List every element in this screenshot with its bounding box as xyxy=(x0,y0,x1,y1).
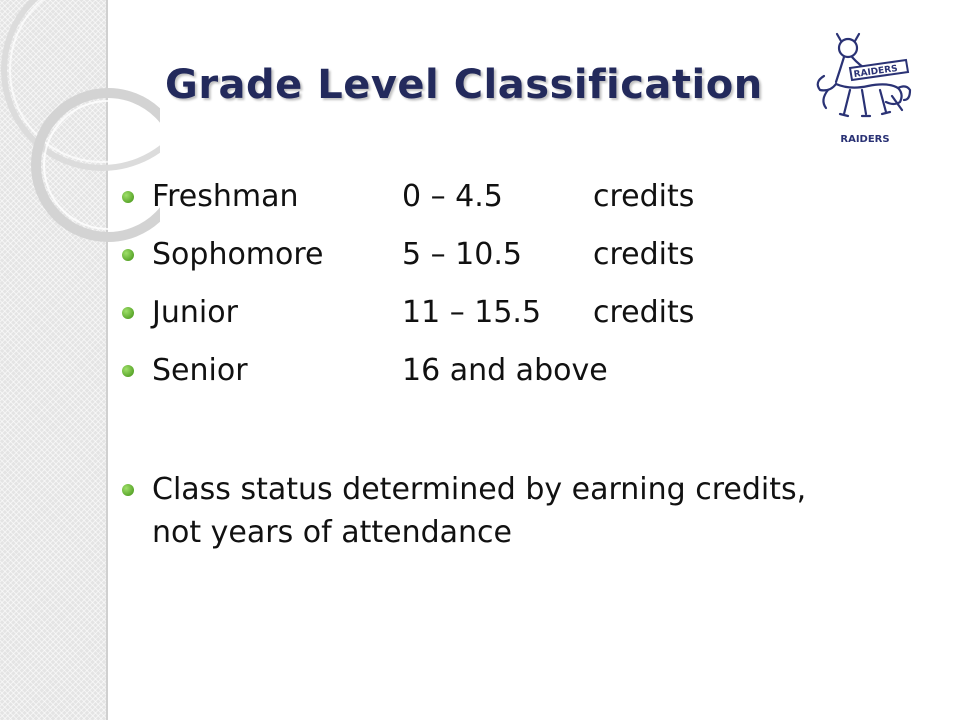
raiders-logo xyxy=(810,30,920,150)
decorative-ring-large xyxy=(4,0,160,168)
class-status-note-text: Class status determined by earning credits, not years of attendance xyxy=(152,472,807,550)
grade-level: Junior xyxy=(152,295,238,330)
bullet-icon xyxy=(122,307,134,319)
decorative-rings xyxy=(0,0,160,260)
credit-range: 16 and above xyxy=(402,353,608,388)
class-status-note xyxy=(122,468,822,554)
credit-range: 5 – 10.5 xyxy=(402,237,522,272)
bullet-icon xyxy=(122,484,134,496)
grade-level: Sophomore xyxy=(152,237,324,272)
logo-banner-text: RAIDERS xyxy=(853,63,899,81)
credit-unit: credits xyxy=(593,295,695,330)
credit-unit: credits xyxy=(593,179,695,214)
credit-range: 11 – 15.5 xyxy=(402,295,542,330)
slide-title: Grade Level Classification xyxy=(165,62,763,108)
bullet-icon xyxy=(122,365,134,377)
grade-level: Freshman xyxy=(152,179,299,214)
grade-level: Senior xyxy=(152,353,248,388)
credit-unit: credits xyxy=(593,237,695,272)
credit-range: 0 – 4.5 xyxy=(402,179,503,214)
bullet-icon xyxy=(122,191,134,203)
bullet-icon xyxy=(122,249,134,261)
logo-caption-text: RAIDERS xyxy=(840,134,890,145)
